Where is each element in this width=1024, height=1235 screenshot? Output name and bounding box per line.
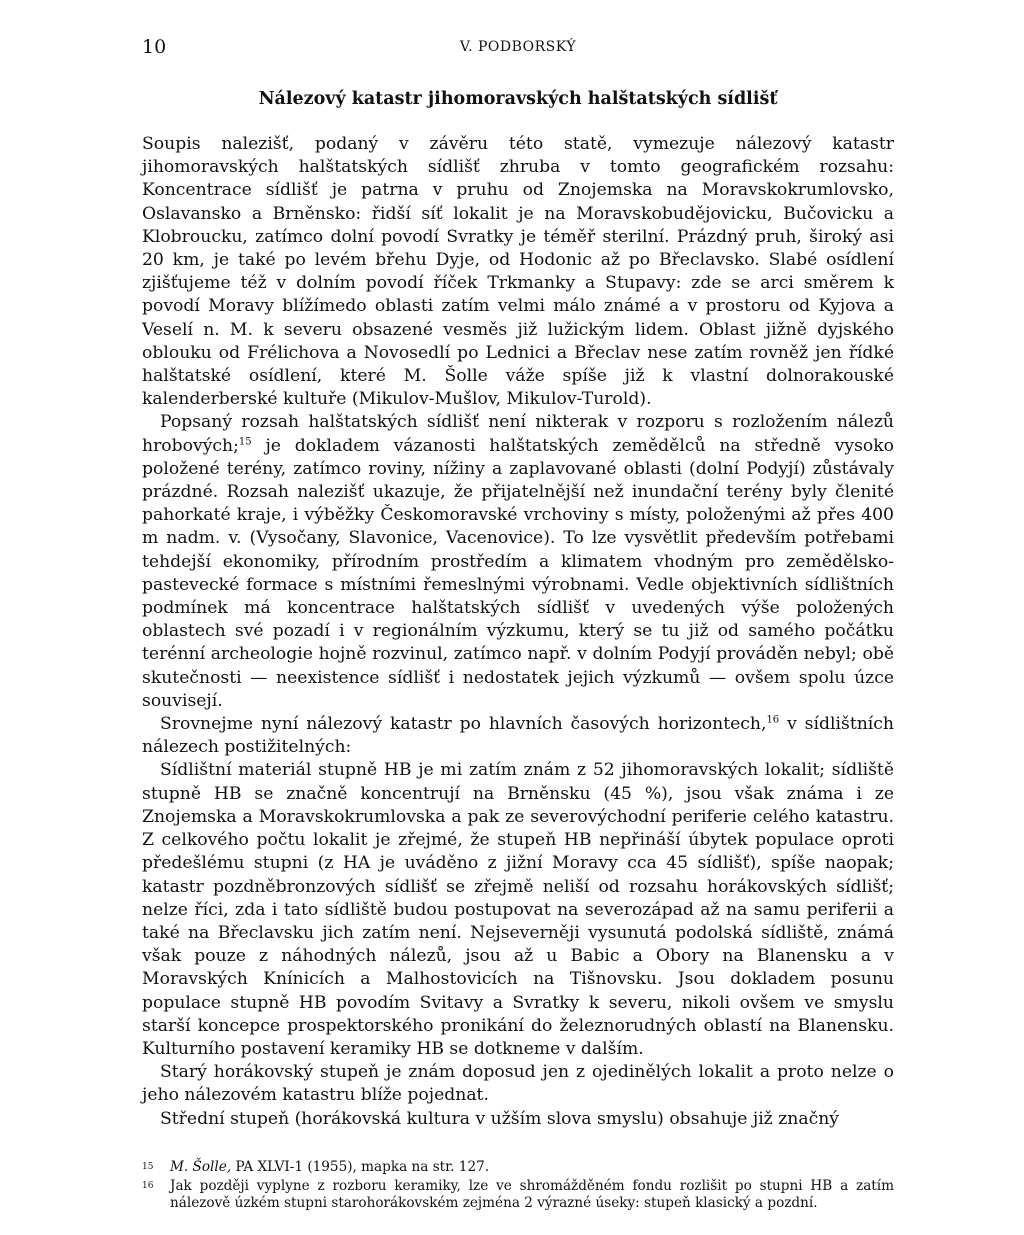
paragraph-4 — [142, 759, 894, 1061]
running-head — [142, 36, 894, 62]
paragraph-3-text-b: v sídlištních nálezech postižitelných: — [142, 714, 894, 758]
footnote-ref-15[interactable]: 15 — [238, 435, 252, 447]
footnote-number: 16 — [142, 1180, 154, 1191]
footnote-text — [170, 1159, 894, 1176]
footnotes — [142, 1159, 894, 1212]
footnote-16 — [142, 1178, 894, 1212]
paragraph-1-text: Soupis nalezišť, podaný v závěru této statě, vymezuje nálezový katastr jihomoravských halštatských sídlišť zhruba v tomto geografickém rozsahu: Koncentrace sídlišť je patrna v pruhu od Znojemska na Moravskokrumlovsko, Oslavansko a Brněnsko: řidší síť lokalit je na Moravskobudějovicku, Bučovicku a Klobroucku, zatímco dolní povodí Svratky je téměř sterilní. Prázdný pruh, široký asi 20 km, je také po levém břehu Dyje, od Hodonic až po Břeclavsko. Slabé osídlení zjišťujeme též v dolním povodí říček Trkmanky a Stupavy: zde se arci směrem k povodí Moravy blížímedo oblasti zatím velmi málo známé a v prostoru od Kyjova a Veselí n. M. k severu obsazené vesměs již lužickým lidem. Oblast jižně dyjského oblouku od Frélichova a Novosedlí po Lednici a Břeclav nese zatím rovněž jen řídké halštatské osídlení, které M. Šolle váže spíše již k vlastní dolnorakouské kalenderberské kultuře (Mikulov-Mušlov, Mikulov-Turold). — [142, 134, 894, 410]
footnote-number: 15 — [142, 1161, 154, 1172]
paragraph-5 — [142, 1061, 894, 1107]
page — [142, 36, 894, 1214]
body-text — [142, 133, 894, 1131]
footnote-body: PA XLVI-1 (1955), mapka na str. 127. — [231, 1158, 490, 1175]
paragraph-4-text: Sídlištní materiál stupně HB je mi zatím znám z 52 jihomoravských lokalit; sídliště stupně HB se značně koncentrují na Brněnsku (45 %), jsou však známa i ze Znojemska a Moravskokrumlovska a pak ze severovýchodní periferie celého katastru. Z celkového počtu lokalit je zřejmé, že stupeň HB nepřináší úbytek populace oproti předešlému stupni (z HA je uváděno z jižní Moravy cca 45 sídlišť), spíše naopak; katastr pozdněbronzových sídlišť se zřejmě neliší od rozsahu horákovských sídlišť; nelze říci, zda i tato sídliště budou postupovat na severozápad až na samu periferii a také na Břeclavsku jich zatím není. Nejseverněji vysunutá podolská sídliště, známá však pouze z náhodných nálezů, jsou až u Babic a Obory na Blanensku a v Moravských Knínicích a Malhostovicích na Tišnovsku. Jsou dokladem posunu populace stupně HB povodím Svitavy a Svratky k severu, nikoli ovšem ve smyslu starší koncepce prospektorského pronikání do železnorudných oblastí na Blanensku. Kulturního postavení keramiky HB se dotkneme v dalším. — [142, 760, 894, 1059]
footnote-text — [170, 1178, 894, 1212]
paragraph-6-text: Střední stupeň (horákovská kultura v užším slova smyslu) obsahuje již značný — [160, 1108, 839, 1129]
paragraph-3 — [142, 713, 894, 759]
running-author: V. PODBORSKÝ — [459, 39, 577, 55]
footnote-body: Jak později vyplyne z rozboru keramiky, lze ve shromážděném fondu rozlišit po stupni HB a zatím nálezově úzkém stupni starohorákovském zejména 2 výrazné úseky: stupeň klasický a pozdní. — [170, 1177, 894, 1211]
footnote-ref-16[interactable]: 16 — [766, 714, 780, 726]
paragraph-2 — [142, 411, 894, 713]
paragraph-3-text-a: Srovnejme nyní nálezový katastr po hlavních časových horizontech, — [160, 714, 767, 735]
paragraph-2-text-b: je dokladem vázanosti halštatských zemědělců na středně vysoko položené terény, zatímco roviny, nížiny a zaplavované oblasti (dolní Podyjí) zůstávaly prázdné. Rozsah nalezišť ukazuje, že přijatelnější než inundační terény byly členité pahorkaté kraje, i výběžky Českomoravské vrchoviny s místy, položenými až přes 400 m nadm. v. (Vysočany, Slavonice, Vacenovice). To lze vysvětlit především potřebami tehdejší ekonomiky, přírodním prostředím a klimatem vhodným pro zemědělsko-pastevecké formace s místními řemeslnými výrobnami. Vedle objektivních sídlištních podmínek má koncentrace halštatských sídlišť v uvedených výše položených oblastech své pozadí i v regionálním výzkumu, který se tu již od samého počátku terénní archeologie hojně rozvinul, zatímco např. v dolním Podyjí prováděn nebyl; obě skutečnosti — neexistence sídlišť i nedostatek jejich výzkumů — ovšem spolu úzce souvisejí. — [142, 435, 894, 711]
paragraph-6 — [142, 1108, 894, 1131]
paragraph-1 — [142, 133, 894, 411]
paragraph-5-text: Starý horákovský stupeň je znám doposud jen z ojedinělých lokalit a proto nelze o jeho nálezovém katastru blíže pojednat. — [142, 1062, 894, 1106]
footnote-15 — [142, 1159, 894, 1176]
footnote-author: M. Šolle, — [170, 1158, 232, 1175]
section-title: Nálezový katastr jihomoravských halštatských sídlišť — [258, 89, 778, 109]
page-number: 10 — [142, 36, 167, 58]
paragraph-2-text-a: Popsaný rozsah halštatských sídlišť není nikterak v rozporu s rozložením nálezů hrobových; — [142, 412, 894, 456]
